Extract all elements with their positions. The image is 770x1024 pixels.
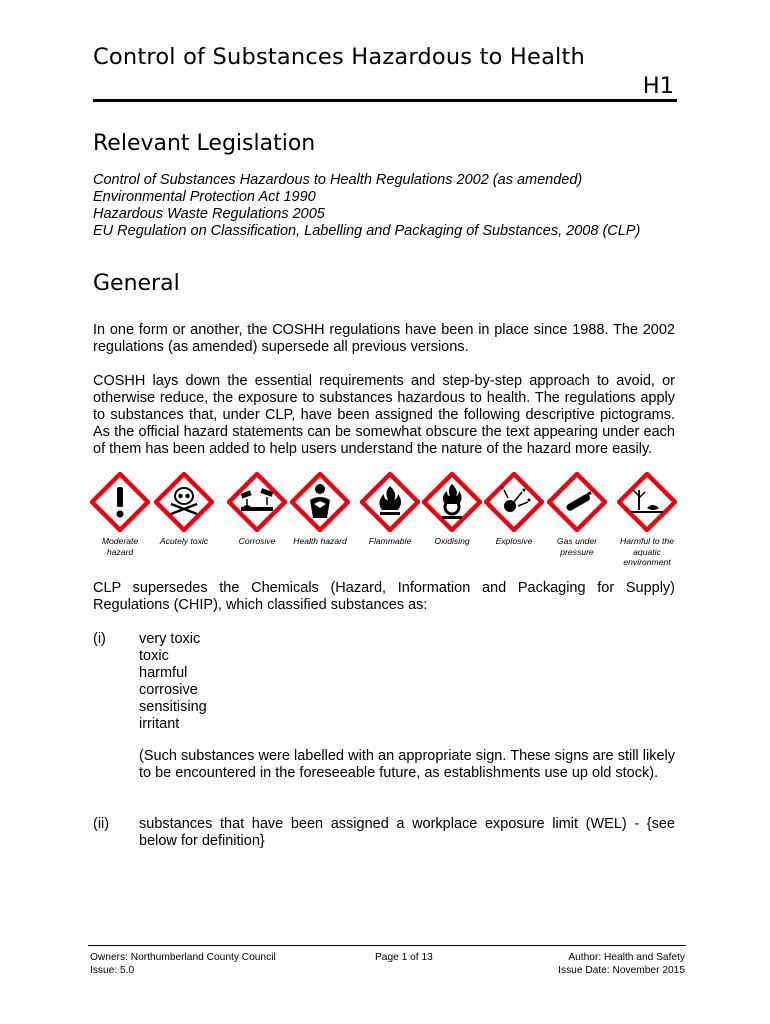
general-paragraph-2: COSHH lays down the essential requirements and step-by-step approach to avoid, or otherwise reduce, the exposure to substances hazardous to health. The regulations apply to substances that, under CLP, have been assigned the following descriptive pictograms. As the official hazard statements can be somewhat obscure the text appearing under each of them has been added to help users understand the nature of the hazard more easily. <box>93 373 675 457</box>
legislation-item: EU Regulation on Classification, Labelling and Packaging of Substances, 2008 (CLP) <box>93 223 641 239</box>
pictogram-oxidising <box>420 472 484 547</box>
pictogram-aquatic-environment <box>615 472 679 568</box>
pictogram-label: Oxidising <box>434 536 470 546</box>
pictogram-label: Gas under pressure <box>556 536 598 557</box>
pictogram-label: Health hazard <box>293 536 347 546</box>
general-heading: General <box>93 271 180 296</box>
exclamation-icon <box>90 472 150 532</box>
legislation-item: Control of Substances Hazardous to Health Regulations 2002 (as amended) <box>93 172 583 188</box>
footer-owners: Owners: Northumberland County Council <box>90 952 276 963</box>
chip-classification-list <box>139 631 207 733</box>
pictogram-explosive <box>482 472 546 547</box>
pictogram-flammable <box>358 472 422 547</box>
pictogram-label: Flammable <box>368 536 412 546</box>
pictogram-label: Explosive <box>495 536 533 546</box>
list-item: toxic <box>139 648 169 664</box>
chip-note: (Such substances were labelled with an appropriate sign. These signs are still likely to be encountered in the foreseeable future, as establishments use up old stock). <box>139 748 675 781</box>
legislation-list <box>93 172 675 240</box>
list-number-i: (i) <box>93 631 106 647</box>
pictogram-moderate-hazard <box>88 472 152 557</box>
exploding-bomb-icon <box>484 472 544 532</box>
health-hazard-icon <box>290 472 350 532</box>
gas-cylinder-icon <box>547 472 607 532</box>
skull-crossbones-icon <box>154 472 214 532</box>
footer-left <box>90 951 276 977</box>
legislation-item: Hazardous Waste Regulations 2005 <box>93 206 325 222</box>
footer-page-number: Page 1 of 13 <box>375 952 433 963</box>
corrosion-icon <box>227 472 287 532</box>
flame-icon <box>360 472 420 532</box>
pictogram-label: Moderate hazard <box>101 536 139 557</box>
list-item: very toxic <box>139 631 201 647</box>
list-item: irritant <box>139 716 180 732</box>
legislation-item: Environmental Protection Act 1990 <box>93 189 316 205</box>
document-title: Control of Substances Hazardous to Health <box>93 44 585 70</box>
hazard-pictograms <box>88 472 688 572</box>
document-code: H1 <box>642 73 674 99</box>
title-divider <box>93 99 677 102</box>
pictogram-label: Acutely toxic <box>159 536 209 546</box>
footer-issue: Issue: 5.0 <box>90 965 135 976</box>
list-item: corrosive <box>139 682 198 698</box>
wel-item: substances that have been assigned a workplace exposure limit (WEL) - {see below for definition} <box>139 816 675 849</box>
footer-issue-date: Issue Date: November 2015 <box>558 965 685 976</box>
general-paragraph-1: In one form or another, the COSHH regulations have been in place since 1988. The 2002 regulations (as amended) supersede all previous versions. <box>93 322 675 355</box>
list-number-ii: (ii) <box>93 816 110 832</box>
list-item: sensitising <box>139 699 207 715</box>
footer-right <box>558 951 685 977</box>
flame-over-circle-icon <box>422 472 482 532</box>
pictogram-corrosive <box>225 472 289 547</box>
pictogram-health-hazard <box>288 472 352 547</box>
footer-divider <box>88 945 686 946</box>
list-item: harmful <box>139 665 188 681</box>
pictogram-label: Harmful to the aquatic environment <box>620 536 674 567</box>
footer-author: Author: Health and Safety <box>568 952 685 963</box>
environment-icon <box>617 472 677 532</box>
pictogram-acutely-toxic <box>152 472 216 547</box>
clp-paragraph: CLP supersedes the Chemicals (Hazard, Information and Packaging for Supply) Regulations (CHIP), which classified substances as: <box>93 580 675 613</box>
legislation-heading: Relevant Legislation <box>93 131 316 156</box>
pictogram-gas-under-pressure <box>545 472 609 557</box>
pictogram-label: Corrosive <box>238 536 276 546</box>
